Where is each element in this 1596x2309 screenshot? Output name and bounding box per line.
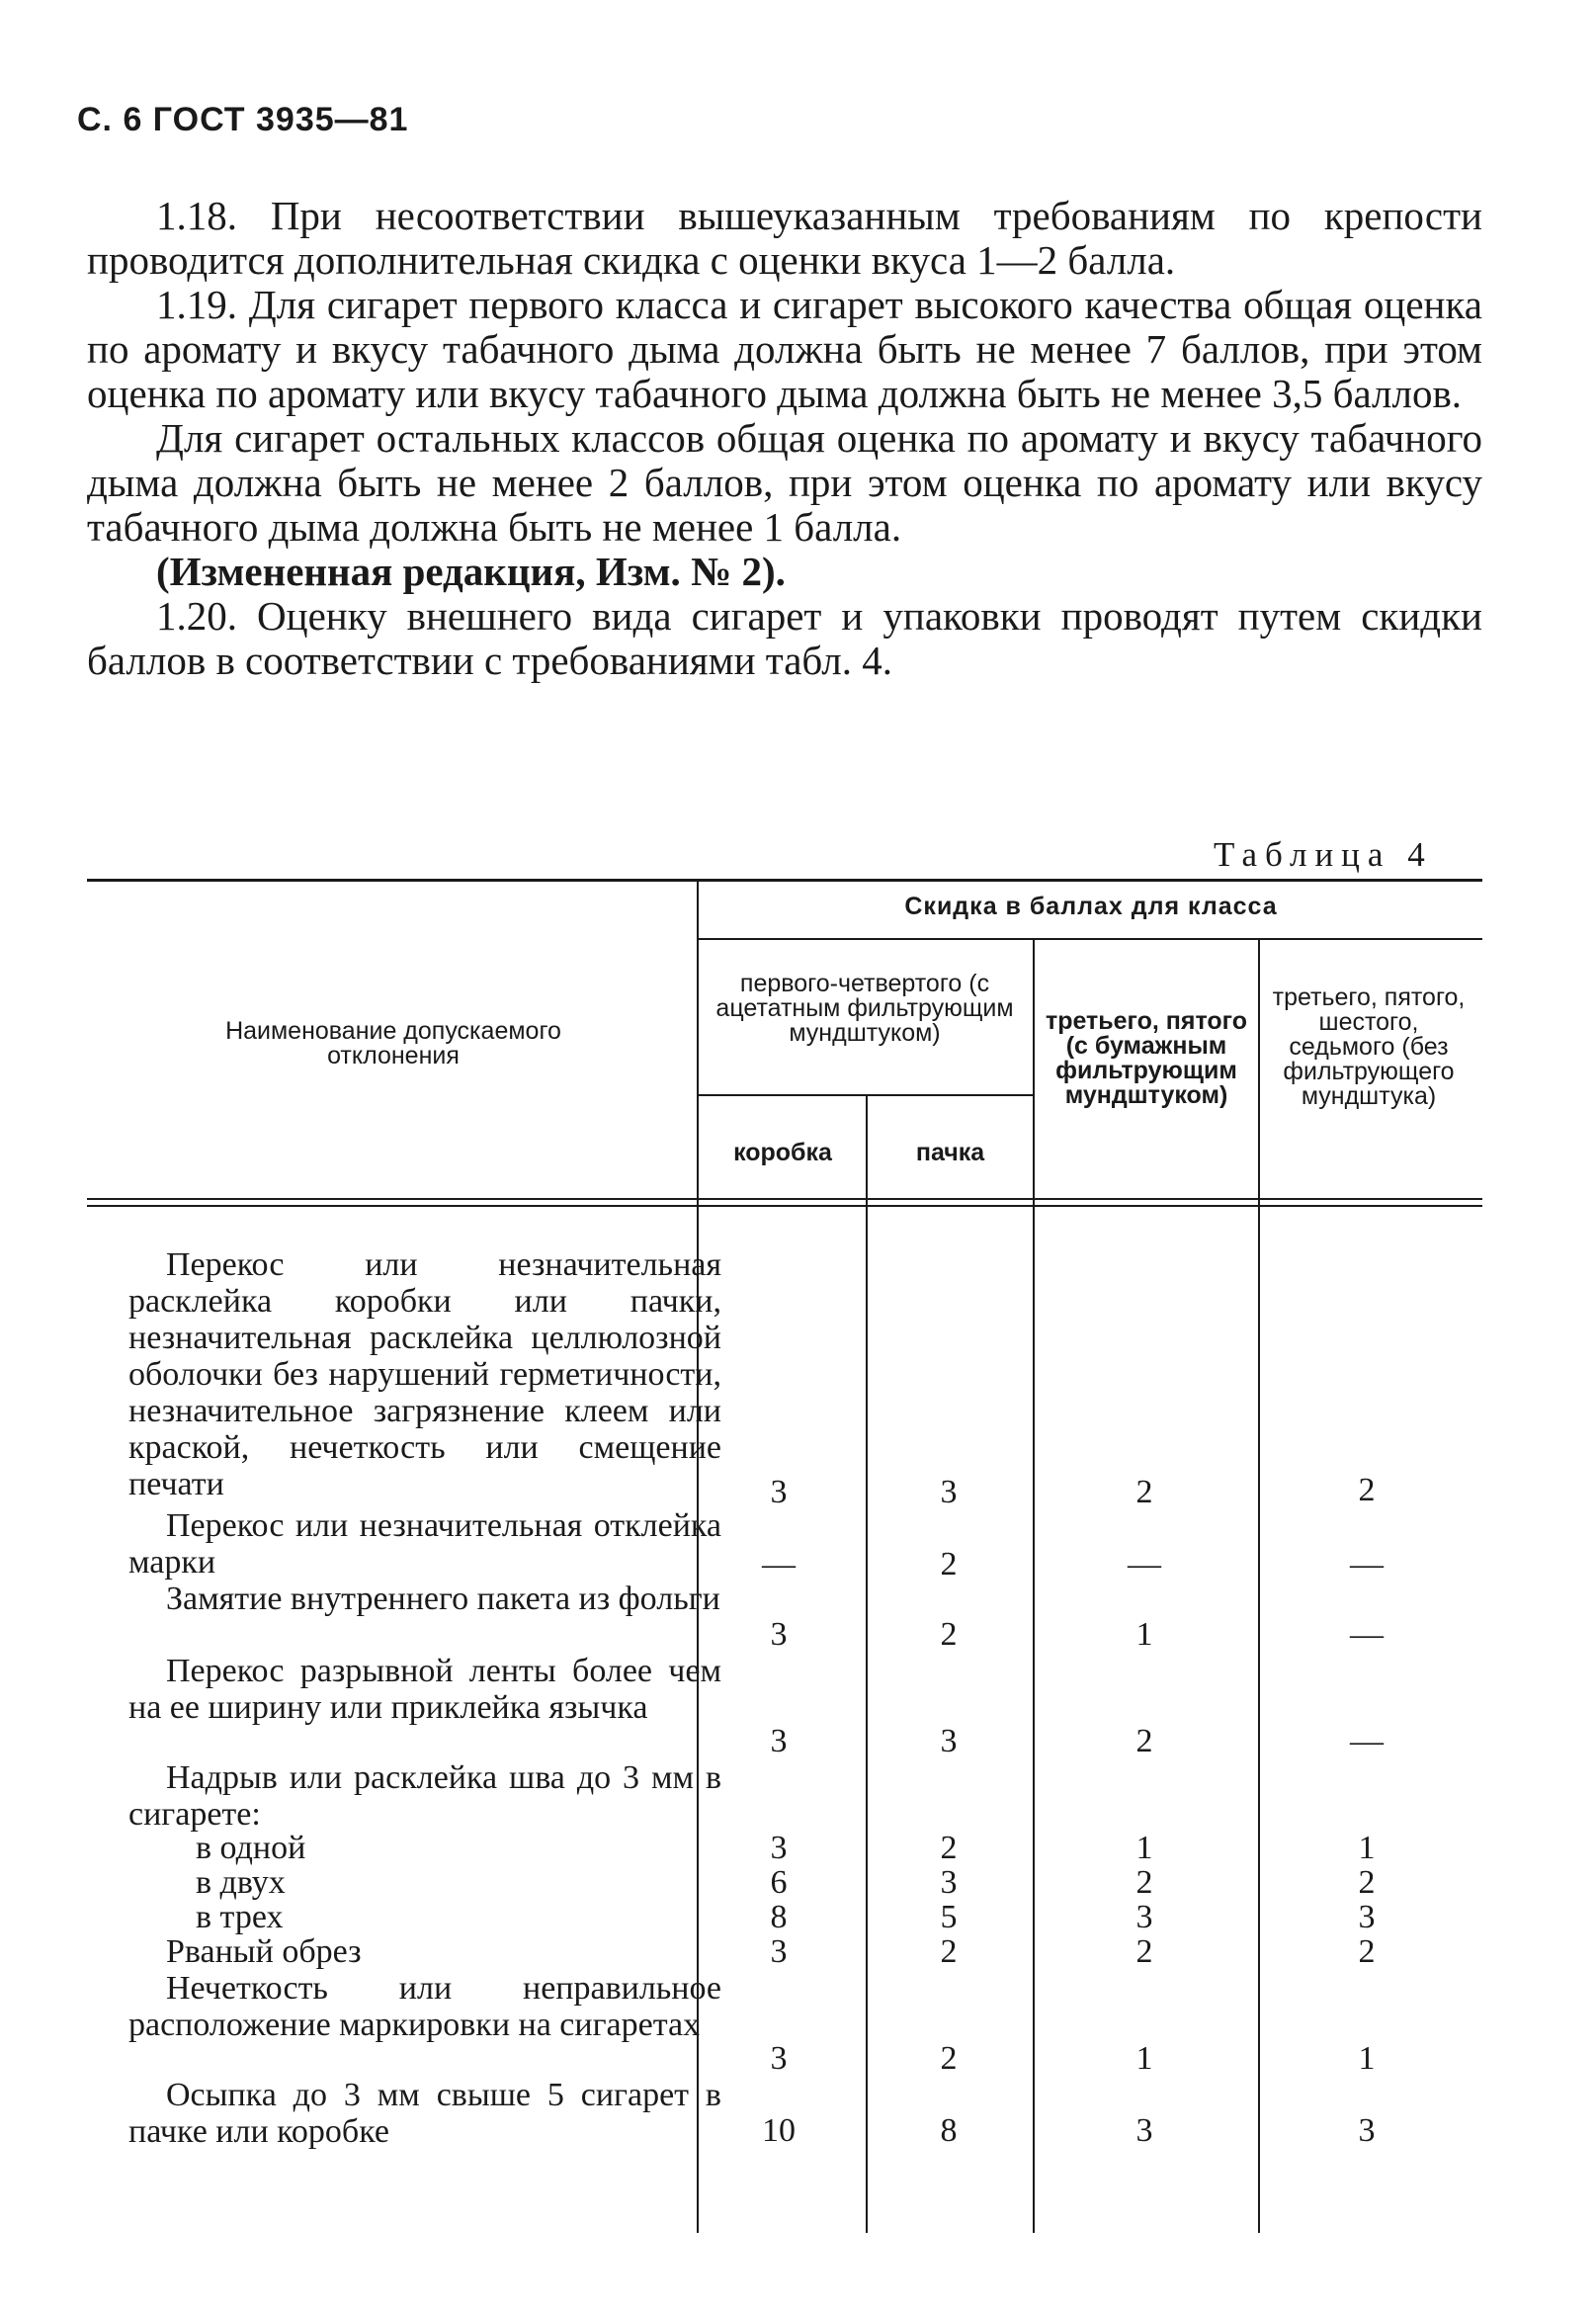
- table-caption: Таблица 4: [1214, 835, 1433, 874]
- cell-box: 3: [770, 1723, 788, 1759]
- cell-paper: 2: [1135, 1474, 1153, 1510]
- row-label: Перекос или незначительная отклейка марки: [128, 1507, 721, 1581]
- table-row: [128, 1581, 721, 1617]
- cell-nofilter: —: [1350, 1546, 1384, 1582]
- row-label: в двух: [196, 1864, 286, 1901]
- cell-nofilter: 1: [1358, 2040, 1376, 2077]
- row-label: Нечеткость или неправильное расположение маркировки на сигаретах: [128, 1970, 721, 2043]
- row-label: Надрыв или расклейка шва до 3 мм в сигарете:: [128, 1759, 721, 1833]
- table-row: [196, 1899, 492, 1935]
- subheader-paper-filter: третьего, пятого (с бумажным фильтрующим мундштуком): [1045, 1007, 1248, 1109]
- row-label: в трех: [196, 1899, 284, 1935]
- row-label: Осыпка до 3 мм свыше 5 сигарет в пачке или коробке: [128, 2077, 721, 2150]
- column-header-name: Наименование допускаемого отклонения: [225, 1017, 561, 1069]
- table-top-rule: [87, 879, 1482, 882]
- cell-paper: 2: [1135, 1864, 1153, 1901]
- cell-paper: 1: [1135, 2040, 1153, 2077]
- cell-nofilter: 3: [1358, 2112, 1376, 2149]
- table-vline-2: [866, 1094, 868, 2233]
- group-header-rule: [697, 938, 1482, 940]
- group-header: Скидка в баллах для класса: [904, 893, 1278, 920]
- cell-paper: 3: [1135, 1899, 1153, 1935]
- cell-nofilter: 1: [1358, 1830, 1376, 1866]
- table-row: [128, 1507, 721, 1581]
- cell-pack: 8: [940, 2112, 958, 2149]
- cell-paper: 1: [1135, 1616, 1153, 1653]
- paragraph-1-19: 1.19. Для сигарет первого класса и сигарет высокого качества общая оценка по аромату и вкусу табачного дыма должна быть не менее 7 баллов, при этом оценка по аромату или вкусу табачного дыма должна быть не менее 3,5 баллов.: [87, 282, 1482, 416]
- cell-paper: 3: [1135, 2112, 1153, 2149]
- amendment-note: (Измененная редакция, Изм. № 2).: [156, 549, 786, 594]
- cell-nofilter: 2: [1358, 1933, 1376, 1970]
- paragraph-1-19-continued: Для сигарет остальных классов общая оценка по аромату и вкусу табачного дыма должна быть не менее 2 баллов, при этом оценка по аромату или вкусу табачного дыма должна быть не менее 1 балла.: [87, 415, 1482, 550]
- header-bottom-rule-2: [87, 1205, 1482, 1207]
- subheader-first-fourth: первого-четвертого (с ацетатным фильтрующим мундштуком): [715, 970, 1014, 1047]
- cell-box: 3: [770, 2040, 788, 2077]
- cell-nofilter: —: [1350, 1723, 1384, 1759]
- table-row: [128, 2077, 721, 2150]
- table-row: [128, 1933, 721, 1970]
- subheader-no-filter: третьего, пятого, шестого, седьмого (без фильтрующего мундштука): [1272, 983, 1466, 1110]
- cell-paper: 2: [1135, 1933, 1153, 1970]
- subheader-rule: [697, 1094, 1033, 1096]
- table-row: [128, 1970, 721, 2043]
- cell-pack: 2: [940, 1546, 958, 1582]
- cell-nofilter: 2: [1358, 1472, 1376, 1508]
- paragraph-1-18: 1.18. При несоответствии вышеуказанным требованиям по крепости проводится дополнительная скидка с оценки вкуса 1—2 балла.: [87, 193, 1482, 283]
- cell-pack: 2: [940, 1933, 958, 1970]
- cell-box: 6: [770, 1864, 788, 1901]
- table-4: [87, 879, 1482, 2233]
- cell-pack: 2: [940, 1616, 958, 1653]
- cell-nofilter: 3: [1358, 1899, 1376, 1935]
- cell-box: 3: [770, 1830, 788, 1866]
- cell-box: —: [762, 1546, 796, 1582]
- cell-paper: 1: [1135, 1830, 1153, 1866]
- cell-pack: 3: [940, 1864, 958, 1901]
- row-label: в одной: [196, 1830, 306, 1866]
- row-label: Замятие внутреннего пакета из фольги: [166, 1581, 720, 1617]
- cell-pack: 3: [940, 1723, 958, 1759]
- cell-pack: 2: [940, 2040, 958, 2077]
- paragraph-1-20: 1.20. Оценку внешнего вида сигарет и упаковки проводят путем скидки баллов в соответствии с требованиями табл. 4.: [87, 593, 1482, 683]
- cell-nofilter: 2: [1358, 1864, 1376, 1901]
- cell-pack: 5: [940, 1899, 958, 1935]
- subheader-box: коробка: [733, 1139, 832, 1166]
- cell-pack: 3: [940, 1474, 958, 1510]
- cell-box: 10: [762, 2112, 796, 2149]
- cell-box: 3: [770, 1474, 788, 1510]
- row-label: Перекос или незначительная расклейка коробки или пачки, незначительная расклейка целлюлозной оболочки без нарушений герметичности, незначительное загрязнение клеем или краской, нечеткость или смещение печати: [128, 1246, 721, 1502]
- subheader-pack: пачка: [915, 1139, 985, 1166]
- cell-nofilter: —: [1350, 1616, 1384, 1653]
- cell-box: 8: [770, 1899, 788, 1935]
- cell-box: 3: [770, 1933, 788, 1970]
- table-row: [196, 1830, 492, 1866]
- row-label: Перекос разрывной ленты более чем на ее ширину или приклейка язычка: [128, 1653, 721, 1726]
- table-vline-3: [1033, 938, 1035, 2233]
- header-bottom-rule-1: [87, 1198, 1482, 1200]
- table-row: [196, 1864, 492, 1901]
- page-header: С. 6 ГОСТ 3935—81: [77, 101, 409, 138]
- body-text: [87, 194, 1482, 683]
- cell-box: 3: [770, 1616, 788, 1653]
- table-row: [128, 1759, 721, 1833]
- table-vline-4: [1258, 938, 1260, 2233]
- cell-paper: —: [1128, 1546, 1161, 1582]
- row-label: Рваный обрез: [166, 1933, 362, 1970]
- cell-paper: 2: [1135, 1723, 1153, 1759]
- table-row: [128, 1246, 721, 1502]
- table-row: [128, 1653, 721, 1726]
- cell-pack: 2: [940, 1830, 958, 1866]
